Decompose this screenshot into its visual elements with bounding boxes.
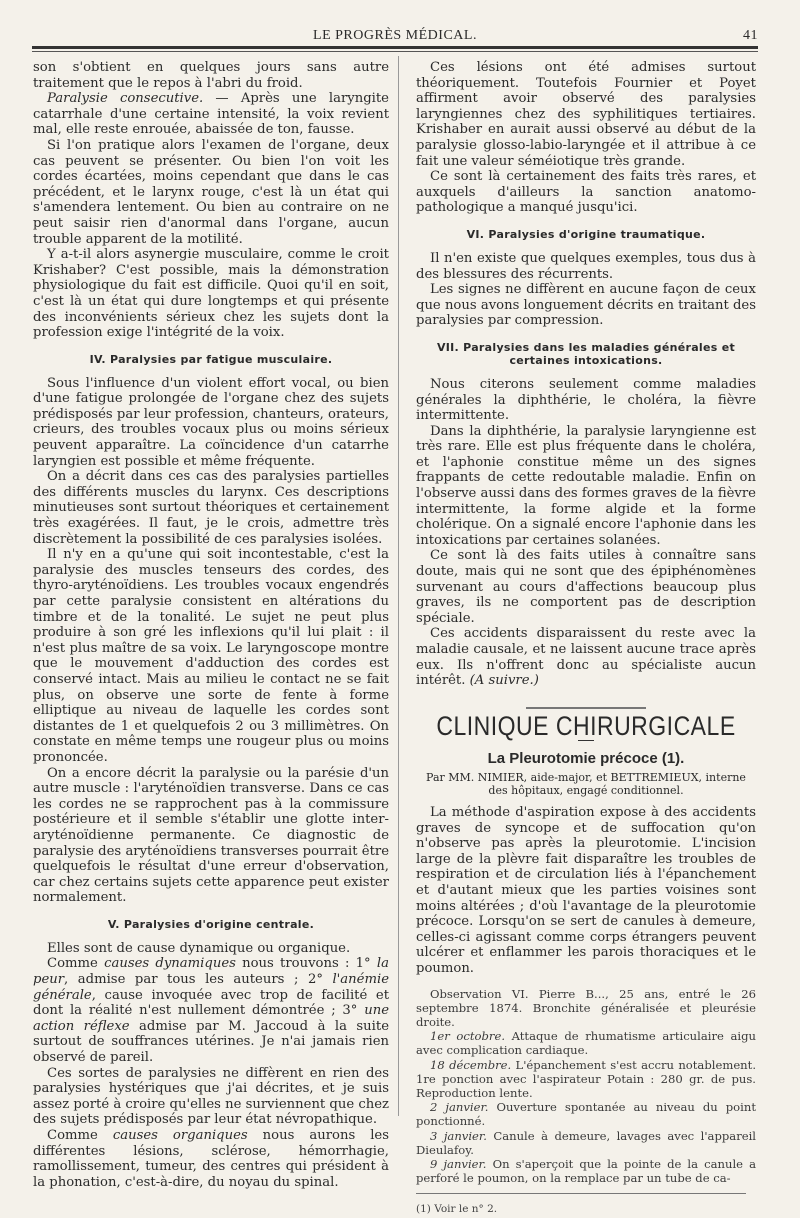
text-run: nous aurons les différentes lésions, sclérose, hémorrhagie, ramollissement, tumeur, des centres qui président à la phonation, c'est-à-dire, du noyau du spinal. (33, 1128, 389, 1190)
entry-date: 9 janvier. (430, 1156, 487, 1171)
text-run: , cause invoquée avec trop de facilité et dont la réalité n'est nullement démontrée ; 3° (33, 987, 389, 1019)
paragraph: Il n'en existe que quelques exemples, tous dus à des blessures des récurrents. (416, 250, 756, 282)
paragraph (33, 956, 389, 1065)
paragraph-text: — Après une laryngite catarrhale d'une certaine intensité, la voix revient mal, elle reste enrouée, abaissée de ton, fausse. (33, 91, 389, 138)
italic-run: l'anémie générale (33, 972, 389, 1003)
page-number: 41 (743, 28, 758, 43)
text-run: Canule à demeure, lavages avec l'appareil Dieulafoy. (416, 1128, 757, 1157)
observation-entry (416, 1029, 756, 1057)
to-be-continued: (A suivre.) (469, 673, 539, 689)
entry-date: 2 janvier. (430, 1100, 489, 1115)
text-run: admise par M. Jaccoud à la suite surtout de souffrances utérines. Je n'ai jamais rien observé de pareil. (33, 1018, 389, 1066)
paragraph: Il n'y en a qu'une qui soit incontestable, c'est la paralysie des muscles tenseurs des cordes, des thyro-aryténoïdiens. Les troubles vocaux engendrés par cette paralysie consistent en altérations du timbre et de la tonalité. Le sujet ne peut plus produire à son gré les inflexions qu'il lui plait : il n'est plus maître de sa voix. Le laryngoscope montre que le mouvement d'adduction des cordes est conservé intact. Mais au milieu le contact ne se fait plus, on observe une sorte de fente à forme elliptique au niveau de laquelle les cordes sont distantes de 1 et quelquefois 2 ou 3 millimètres. On constate en même temps une rougeur plus ou moins prononcée. (33, 547, 389, 765)
paragraph: son s'obtient en quelques jours sans autre traitement que le repos à l'abri du froid. (33, 60, 389, 91)
article-authors: Par MM. NIMIER, aide-major, et BETTREMIEUX, interne des hôpitaux, engagé conditionnel. (426, 770, 746, 797)
subheading-inline: Paralysie consecutive. (47, 91, 204, 107)
paragraph: Nous citerons seulement comme maladies générales la diphthérie, le choléra, la fièvre intermittente. (416, 376, 756, 424)
italic-run: une action réflexe (33, 1003, 389, 1034)
running-header (32, 26, 758, 46)
paragraph: Les signes ne diffèrent en aucune façon de ceux que nous avons longuement décrits en traitant des paralysies par compression. (416, 282, 756, 329)
paragraph: Dans la diphthérie, la paralysie laryngienne est très rare. Elle est plus fréquente dans le choléra, et l'aphonie constitue même un des signes frappants de cette redoutable maladie. Enfin on l'observe aussi dans des formes graves de la fièvre intermittente, la forme algide et la forme cholérique. On a signalé encore l'aphonie dans les intoxications par certaines solanées. (416, 423, 756, 548)
italic-run: la peur (33, 956, 389, 988)
footnote-rule (416, 1193, 746, 1194)
observation-entry (416, 1058, 756, 1101)
paragraph: On a décrit dans ces cas des paralysies partielles des différents muscles du larynx. Ces descriptions minutieuses sont surtout théoriques et certainement très exagérées. Il faut, je le crois, admettre très discrètement la possibilité de ces paralysies isolées. (33, 469, 389, 547)
text-run: Comme (47, 1128, 113, 1143)
italic-run: causes organiques (112, 1128, 248, 1143)
ornament-divider (416, 701, 756, 709)
text-run: Ouverture spontanée au niveau du point ponctionné. (416, 1100, 756, 1129)
paragraph: Elles sont de cause dynamique ou organique. (47, 940, 351, 956)
right-column (416, 60, 756, 1218)
section-heading-iv: IV. Paralysies par fatigue musculaire. (89, 352, 333, 366)
footnote: (1) Voir le n° 2. (416, 1203, 498, 1216)
section-heading-vi: VI. Paralysies d'origine traumatique. (466, 227, 706, 241)
paragraph: Sous l'influence d'un violent effort vocal, ou bien d'une fatigue prolongée de l'organe chez des sujets prédisposés par leur profession, chanteurs, orateurs, crieurs, des troubles vocaux plus ou moins sérieux peuvent apparaître. La coïncidence d'un catarrhe laryngien est possible et même fréquente. (33, 375, 389, 469)
header-rule-thick (32, 46, 758, 49)
text-run: Ces accidents disparaissent du reste avec la maladie causale, et ne laissent aucune trace après eux. Ils n'offrent donc au spécialiste aucun intérêt. (416, 626, 756, 689)
text-run: , admise par tous les auteurs ; 2° (64, 972, 333, 988)
paragraph: Si l'on pratique alors l'examen de l'organe, deux cas peuvent se présenter. Ou bien l'on voit les cordes écartées, moins cependant que dans le cas précédent, et le larynx rouge, c'est là un état qui s'amendera lentement. Ou bien au contraire on ne peut saisir rien d'anormal dans l'organe, aucun trouble apparent de la motilité. (33, 137, 389, 247)
section-heading-v: V. Paralysies d'origine centrale. (107, 917, 315, 931)
paragraph: Ce sont là certainement des faits très rares, et auxquels d'ailleurs la sanction anatomo-pathologique a manqué jusqu'ici. (416, 169, 756, 216)
paragraph: La méthode d'aspiration expose à des accidents graves de syncope et de suffocation qu'on n'observe pas après la pleurotomie. L'incision large de la plèvre fait disparaître les troubles de respiration et de circulation liés à l'épanchement et d'autant mieux que les parties voisines sont moins altérées ; d'où l'avantage de la pleurotomie précoce. Lorsqu'on se sert de canules à demeure, celles-ci agissant comme corps étrangers peuvent ulcérer et enflammer les parois thoraciques et le poumon. (416, 804, 756, 976)
entry-date: 18 décembre. (430, 1057, 512, 1072)
paragraph: Ces lésions ont été admises surtout théoriquement. Toutefois Fournier et Poyet affirment avoir observé des paralysies laryngiennes chez des syphilitiques tertiaires. Krishaber en aurait aussi observé au début de la paralysie glosso-labio-laryngée et il attribue à ce fait une valeur séméiotique très grande. (416, 60, 756, 169)
observation-entry (416, 1100, 756, 1128)
header-rule-thin (32, 51, 758, 52)
text-run: nous trouvons : 1° (235, 956, 377, 972)
italic-run: causes dynamiques (104, 956, 236, 972)
paragraph: Ce sont là des faits utiles à connaître sans doute, mais qui ne sont que des épiphénomènes survenant au cours d'affections beaucoup plus graves, ils ne comportent pas de description spéciale. (416, 548, 756, 626)
entry-date: 3 janvier. (430, 1128, 487, 1143)
paragraph: Y a-t-il alors asynergie musculaire, comme le croit Krishaber? C'est possible, mais la démonstration physiologique du fait est difficile. Quoi qu'il en soit, c'est là un état qui dure longtemps et qui présente des inconvénients sérieux chez les sujets dont la profession exige l'intégrité de la voix. (33, 247, 389, 341)
paragraph (416, 626, 756, 688)
observation-entry (416, 1129, 756, 1157)
observation-entry: Observation VI. Pierre B..., 25 ans, entré le 26 septembre 1874. Bronchite généralisée et pleurésie droite. (416, 986, 756, 1029)
article-title: La Pleurotomie précoce (1). (487, 750, 685, 768)
text-run: Comme (47, 956, 105, 972)
left-column (33, 60, 389, 1190)
text-run: On s'aperçoit que la pointe de la canule a perforé le poumon, on la remplace par un tube de ca- (416, 1156, 757, 1186)
paragraph: On a encore décrit la paralysie ou la parésie d'un autre muscle : l'aryténoïdien transverse. Dans ce cas les cordes ne se rapprochent pas à la commissure postérieure et il semble s'établir une glotte inter-aryténoïdienne permanente. Ce diagnostic de paralysie des aryténoïdiens transverses pourrait être quelquefois le résultat d'une erreur d'observation, car chez certains sujets cette apparence peut exister normalement. (33, 765, 389, 906)
journal-title: LE PROGRÈS MÉDICAL. (313, 28, 477, 43)
paragraph (33, 91, 389, 138)
section-heading-vii: VII. Paralysies dans les maladies générales et certaines intoxications. (436, 340, 736, 367)
text-run: L'épanchement s'est accru notablement. 1re ponction avec l'aspirateur Potain : 280 gr. de pus. Reproduction lente. (416, 1057, 756, 1100)
column-divider (398, 56, 399, 1116)
entry-date: 1er octobre. (430, 1029, 505, 1044)
section-title-clinique: CLINIQUE CHIRURGICALE (436, 710, 736, 741)
observation-entry (416, 1157, 756, 1185)
paragraph: Ces sortes de paralysies ne diffèrent en rien des paralysies hystériques que j'ai décrites, et je suis assez porté à croire qu'elles ne surviennent que chez des sujets prédisposés par leur état névropathique. (33, 1065, 389, 1128)
paragraph (33, 1128, 389, 1190)
text-run: Attaque de rhumatisme articulaire aigu avec complication cardiaque. (416, 1029, 756, 1058)
